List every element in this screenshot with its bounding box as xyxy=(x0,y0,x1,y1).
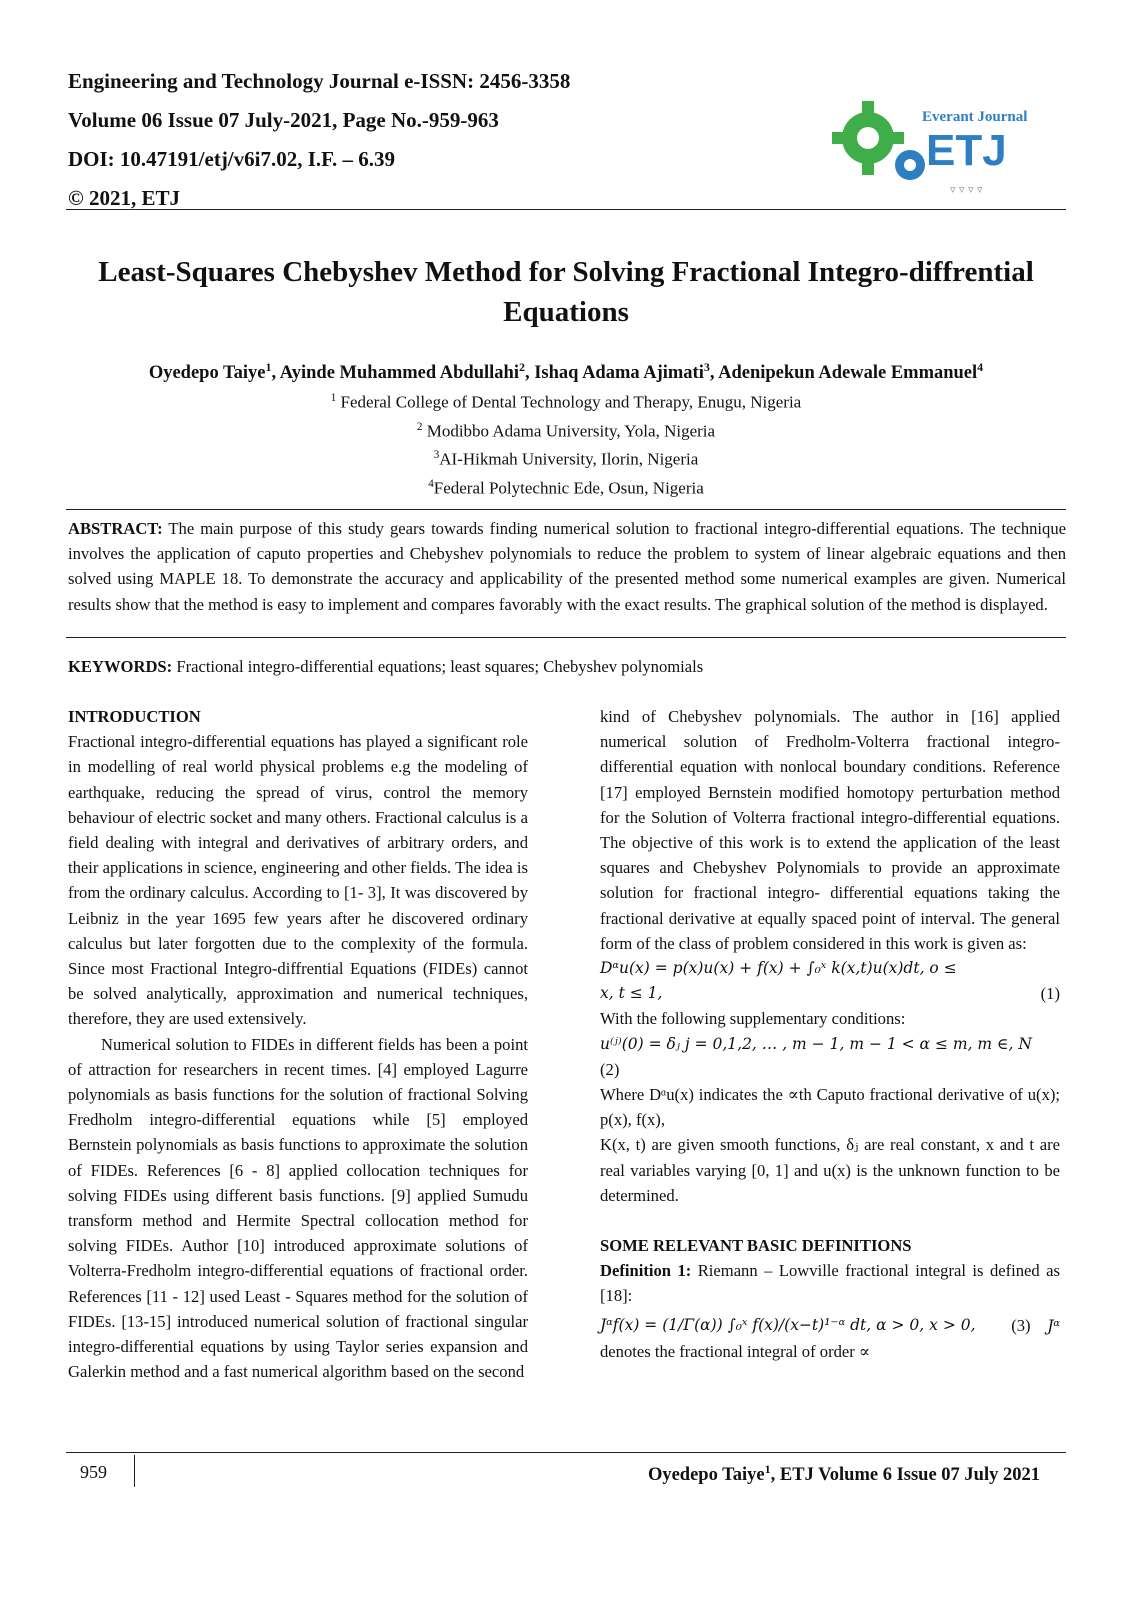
abstract-label: ABSTRACT: xyxy=(68,519,163,538)
footer-rule xyxy=(66,1452,1066,1453)
abstract xyxy=(68,516,1066,617)
author-name: Ayinde Muhammed Abdullahi xyxy=(279,363,519,384)
volume-line: Volume 06 Issue 07 July-2021, Page No.-959-963 xyxy=(68,108,499,132)
equation-1: Dᵅu(x) = p(x)u(x) + f(x) + ∫₀ˣ k(x,t)u(x)dt, o ≤ xyxy=(600,959,957,978)
author-name: Adenipekun Adewale Emmanuel xyxy=(718,363,978,384)
doi-line: DOI: 10.47191/etj/v6i7.02, I.F. – 6.39 xyxy=(68,147,396,171)
affiliation-list xyxy=(66,386,1066,501)
paragraph: K(x, t) are given smooth functions, δⱼ are real constant, x and t are real variables varying [0, 1] and u(x) is the unknown function to be determined. xyxy=(600,1135,1060,1205)
affiliation: $^1$ Federal College of Dental Technology and Therapy, Enugu, Nigeria xyxy=(330,392,802,412)
affiliation: $^3$AI-Hikmah University, Ilorin, Nigeria xyxy=(433,449,699,469)
paragraph: denotes the fractional integral of order ∝ xyxy=(600,1341,871,1361)
definition: Definition 1: Riemann – Lowville fractional integral is defined as [18]: xyxy=(600,1261,1060,1306)
equation-3-row xyxy=(600,1313,1060,1339)
svg-text:▿ ▿ ▿ ▿: ▿ ▿ ▿ ▿ xyxy=(950,183,983,196)
author-list: Oyedepo Taiye$^1$, Ayinde Muhammed Abdullahi$^2$, Ishaq Adama Ajimati$^3$, Adenipekun Adewale Emmanuel$^4$ xyxy=(148,360,984,384)
equation-number: (1) xyxy=(1040,984,1060,1004)
abstract-bottom-rule xyxy=(66,637,1066,638)
equation-2: u⁽ʲ⁾(0) = δⱼ j = 0,1,2, … , m − 1, m − 1 < α ≤ m, m ∈, N xyxy=(600,1034,1032,1053)
copyright-line: © 2021, ETJ xyxy=(68,186,180,210)
abstract-text: The main purpose of this study gears towards finding numerical solution to fractional integro-differential equations. The technique involves the application of caputo properties and Chebyshev polynomials to reduce the problem to system of linear algebraic equations and then solved using MAPLE 18. To demonstrate the accuracy and applicability of the presented method some numerical examples are given. Numerical results show that the method is easy to implement and compares favorably with the exact results. The graphical solution of the method is displayed. xyxy=(68,519,1066,614)
keywords xyxy=(68,657,1066,677)
section-heading: SOME RELEVANT BASIC DEFINITIONS xyxy=(600,1236,912,1256)
author-name: Ishaq Adama Ajimati xyxy=(534,363,704,384)
keywords-text: Fractional integro-differential equations; least squares; Chebyshev polynomials xyxy=(172,657,704,676)
paragraph: Numerical solution to FIDEs in different fields has been a point of attraction for researchers in recent times. [4] employed Lagurre polynomials as basis functions for the solution of fractional Solving Fredholm integro-differential equations while [5] employed Bernstein polynomials as basis functions to approximate the solution of FIDEs. References [6 - 8] applied collocation techniques for solving FIDEs using different basis functions. [9] applied Sumudu transform method and Hermite Spectral collocation method for solving FIDEs. Author [10] introduced approximate solutions of Volterra-Fredholm integro-differential equations of fractional order. References [11 - 12] used Least - Squares method for the solution of FIDEs. [13-15] introduced numerical solution of fractional singular integro-differential equations by using Taylor series expansion and Galerkin method and a fast numerical algorithm based on the second xyxy=(68,1034,528,1382)
journal-line: Engineering and Technology Journal e-ISSN: 2456-3358 xyxy=(68,69,571,93)
paragraph: kind of Chebyshev polynomials. The author in [16] applied numerical solution of Fredholm-Volterra fractional integro-differential equation with nonlocal boundary conditions. Reference [17] employed Bernstein modified homotopy perturbation method for the Solution of Volterra fractional integro-differential equations. The objective of this work is to extend the application of the least squares and Chebyshev Polynomials to provide an approximate solution for fractional integro- differential equations taking the fractional derivative at equally spaced point of interval. The general form of the class of problem considered in this work is given as: xyxy=(600,707,1060,953)
author-name: Oyedepo Taiye xyxy=(148,363,266,384)
running-footer: Oyedepo Taiye$^1$, ETJ Volume 6 Issue 07 July 2021 xyxy=(647,1462,1040,1486)
logo-main-text: ETJ xyxy=(926,126,1007,175)
footer-divider xyxy=(134,1455,135,1487)
equation-number: (3) Jᵅ xyxy=(1011,1315,1060,1335)
affiliation: $^4$Federal Polytechnic Ede, Osun, Nigeria xyxy=(428,477,704,498)
equation-1-row: x, t ≤ 1, (1) xyxy=(600,981,1060,1006)
paragraph: With the following supplementary conditions: xyxy=(600,1009,906,1029)
page-number: 959 xyxy=(80,1462,107,1482)
paragraph: Fractional integro-differential equations has played a significant role in modelling of real world physical problems e.g the modeling of earthquake, reducing the spread of virus, control the memory behaviour of electric socket and many others. Fractional calculus is a field dealing with integral and derivatives of arbitrary orders, and their applications in science, engineering and other fields. The idea is from the ordinary calculus. According to [1- 3], It was discovered by Leibniz in the year 1695 few years after he discovered ordinary calculus but later forgotten due to the complexity of the formula. Since most Fractional Integro-diffrential Equations (FIDEs) cannot be solved analytically, approximation and numerical techniques, therefore, they are used extensively. xyxy=(68,732,528,1029)
equation-3: Jᵅf(x) = (1/Γ(α)) ∫₀ˣ f(x)/(x−t)¹⁻ᵅ dt, α > 0, x > 0, xyxy=(600,1315,976,1334)
abstract-top-rule xyxy=(66,509,1066,510)
keywords-label: KEYWORDS: xyxy=(68,657,173,676)
gear-icon xyxy=(832,101,904,175)
gear-small-icon xyxy=(895,150,925,180)
equation-number: (2) xyxy=(600,1059,620,1079)
etj-logo xyxy=(830,93,1040,203)
paragraph: Where Dᵅu(x) indicates the ∝th Caputo fractional derivative of u(x); p(x), f(x), xyxy=(600,1085,1060,1130)
logo-top-text: Everant Journal xyxy=(922,109,1028,125)
section-heading: INTRODUCTION xyxy=(68,707,201,726)
paper-title: Least-Squares Chebyshev Method for Solving Fractional Integro-diffrential Equations xyxy=(98,256,1034,328)
affiliation: $^2$ Modibbo Adama University, Yola, Nigeria xyxy=(416,420,716,441)
header-rule xyxy=(66,209,1066,210)
right-column xyxy=(600,704,1060,1364)
left-column xyxy=(68,704,528,1384)
